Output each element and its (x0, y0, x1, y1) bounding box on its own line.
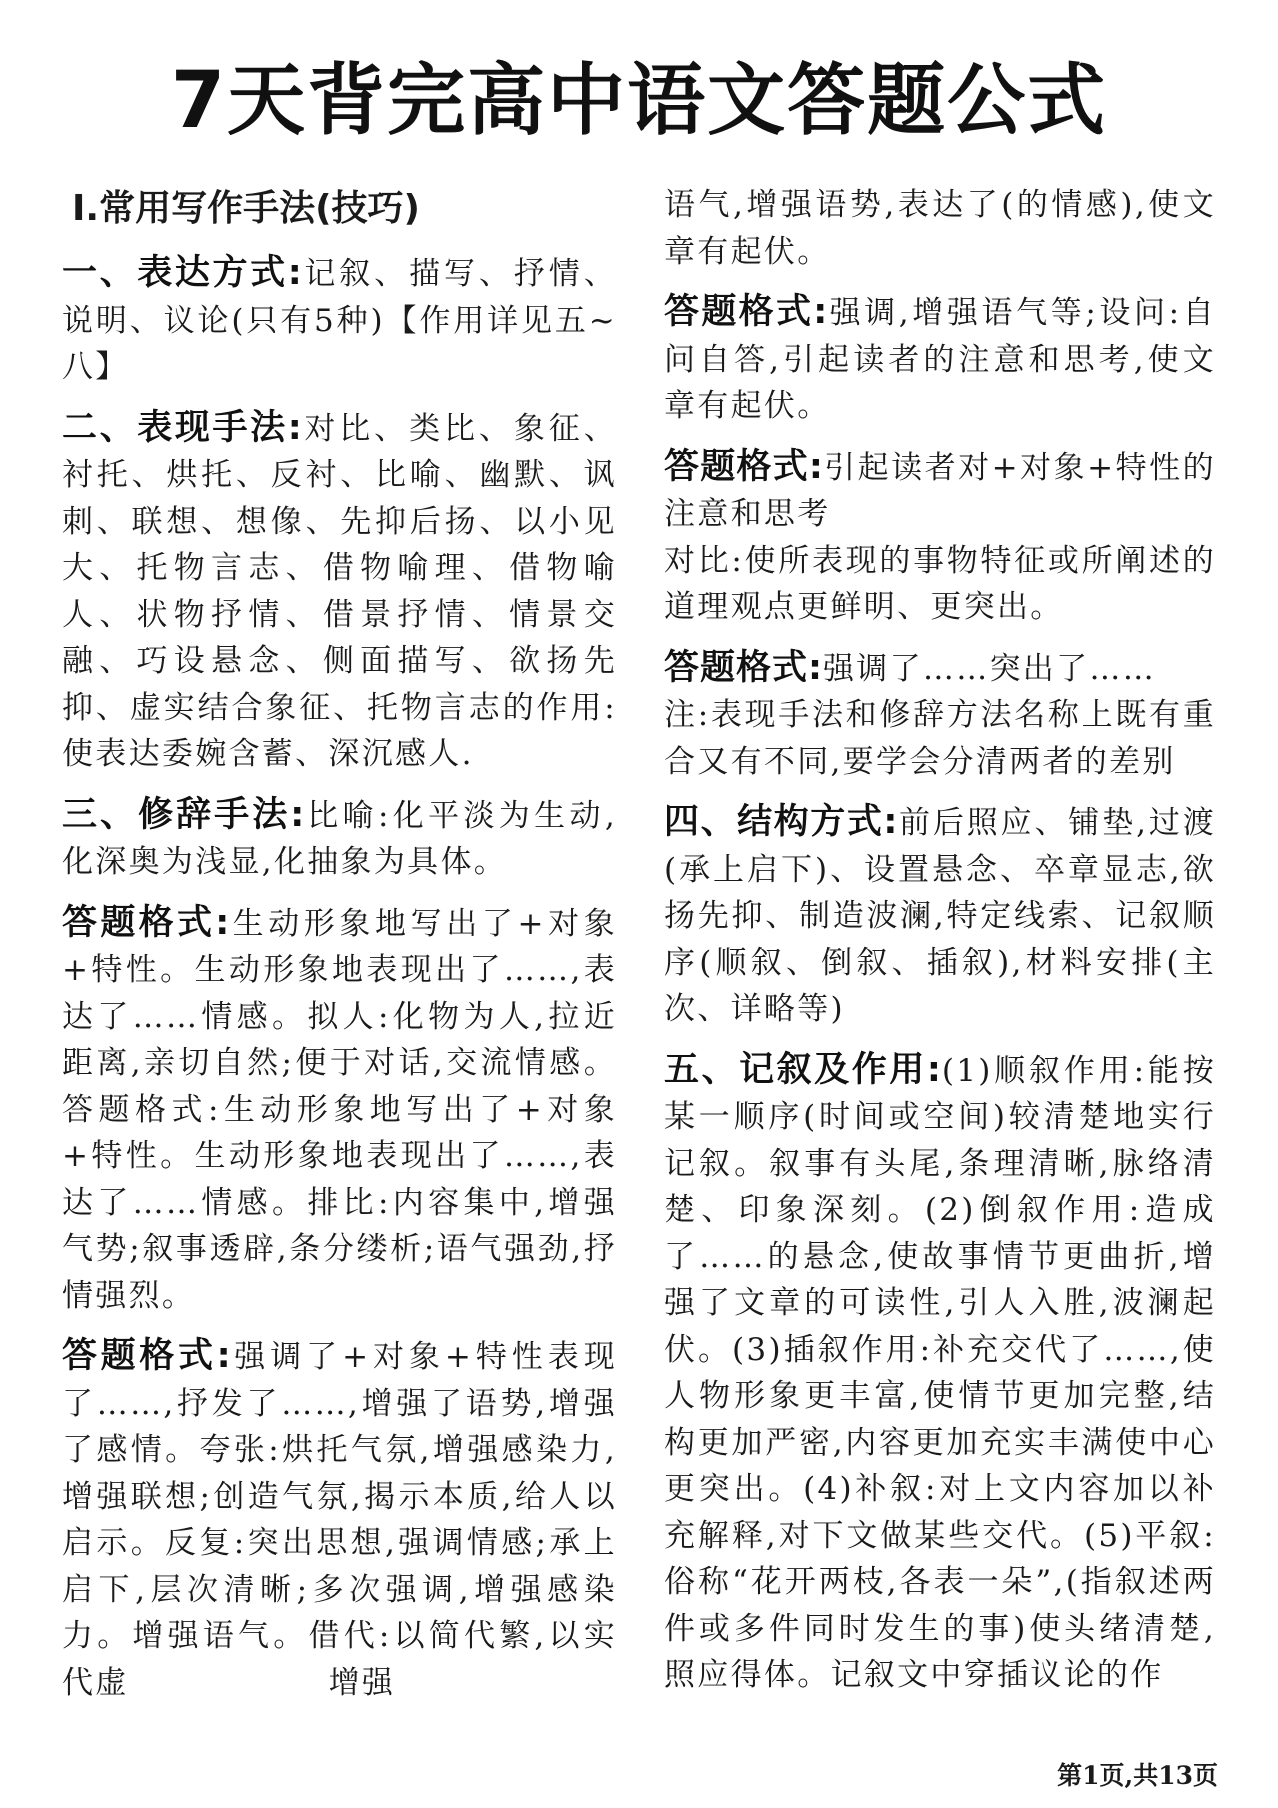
paragraph-expression-methods (62, 250, 617, 391)
heading-expression-methods: 一、表达方式: (62, 253, 303, 293)
heading-performance-techniques: 二、表现手法: (62, 407, 303, 448)
body-performance-techniques: 对比、类比、象征、衬托、烘托、反衬、比喻、幽默、讽刺、联想、想像、先抑后扬、以小见大、托物言志、借物喻理、借物喻人、状物抒情、借景抒情、情景交融、巧设悬念、侧面描写、欲扬先抑、虚实结合象征、托物言志的作用:使表达委婉含蓄、深沉感人. (62, 410, 617, 772)
page-title: 7天背完高中语文答题公式 (170, 56, 1108, 146)
paragraph-continued (664, 182, 1216, 275)
heading-answer-format: 答题格式: (664, 292, 829, 332)
left-column (62, 186, 617, 1706)
paragraph-answer-format-4 (664, 444, 1216, 631)
paragraph-answer-format-3 (664, 289, 1216, 430)
section-title: Ⅰ.常用写作手法(技巧) (72, 188, 420, 229)
heading-narration: 五、记叙及作用: (664, 1049, 942, 1090)
body-narration: (1)顺叙作用:能按某一顺序(时间或空间)较清楚地实行记叙。叙事有头尾,条理清晰,脉络清楚、印象深刻。(2)倒叙作用:造成了……的悬念,使故事情节更曲折,增强了文章的可读性,引人入胜,波澜起伏。(3)插叙作用:补充交代了……,使人物形象更丰富,使情节更加完整,结构更加严密,内容更加充实丰满使中心更突出。(4)补叙:对上文内容加以补充解释,对下文做某些交代。(5)平叙:俗称“花开两枝,各表一朵”,(指叙述两件或多件同时发生的事)使头绪清楚,照应得体。记叙文中穿插议论的作 (664, 1052, 1217, 1693)
paragraph-performance-techniques (62, 405, 617, 778)
paragraph-structure (664, 799, 1216, 1033)
paragraph-answer-format-1 (62, 900, 617, 1320)
body-contrast: 对比:使所表现的事物特征或所阐述的道理观点更鲜明、更突出。 (664, 542, 1216, 625)
body-continued: 语气,增强语势,表达了(的情感),使文章有起伏。 (664, 187, 1216, 270)
body-note: 注:表现手法和修辞方法名称上既有重合又有不同,要学会分清两者的差别 (664, 697, 1216, 780)
paragraph-narration (664, 1047, 1216, 1699)
heading-structure: 四、结构方式: (664, 802, 899, 842)
heading-answer-format: 答题格式: (62, 902, 231, 943)
heading-rhetoric: 三、修辞手法: (62, 794, 306, 835)
body-answer-format: 强调了+对象+特性表现了……,抒发了……,增强了语势,增强了感情。夸张:烘托气氛,增强感染力,增强联想;创造气氛,揭示本质,给人以启示。反复:突出思想,强调情感;承上启下,层次清晰;多次强调,增强感染力。增强语气。借代:以简代繁,以实代虚 (62, 1339, 618, 1701)
page-number: 第1页,共13页 (1057, 1761, 1218, 1790)
paragraph-answer-format-5 (664, 645, 1216, 786)
body-answer-format: 强调了……突出了…… (823, 650, 1156, 687)
right-column (664, 182, 1216, 1699)
heading-answer-format: 答题格式: (62, 1336, 232, 1376)
heading-answer-format: 答题格式: (664, 647, 823, 688)
body-structure: 前后照应、铺垫,过渡(承上启下)、设置悬念、卒章显志,欲扬先抑、制造波澜,特定线索、记叙顺序(顺叙、倒叙、插叙),材料安排(主次、详略等) (664, 805, 1217, 1027)
body-rhetoric: 比喻:化平淡为生动,化深奥为浅显,化抽象为具体。 (62, 797, 617, 880)
body-answer-format: 生动形象地写出了+对象+特性。生动形象地表现出了……,表达了……情感。拟人:化物为人,拉近距离,亲切自然;便于对话,交流情感。答题格式:生动形象地写出了+对象+特性。生动形象地表现出了……,表达了……情感。排比:内容集中,增强气势;叙事透辟,条分缕析;语气强劲,抒情强烈。 (62, 905, 617, 1314)
body-answer-format: 强调,增强语气等;设问:自问自答,引起读者的注意和思考,使文章有起伏。 (664, 295, 1216, 424)
heading-answer-format: 答题格式: (664, 446, 824, 487)
paragraph-rhetoric (62, 792, 617, 886)
paragraph-answer-format-2 (62, 1333, 617, 1706)
body-expression-methods: 记叙、描写、抒情、说明、议论(只有5种)【作用详见五~八】 (62, 256, 617, 385)
body-answer-format: 引起读者对+对象+特性的注意和思考 (664, 449, 1216, 532)
body-answer-format-tail: 增强 (328, 1664, 396, 1701)
